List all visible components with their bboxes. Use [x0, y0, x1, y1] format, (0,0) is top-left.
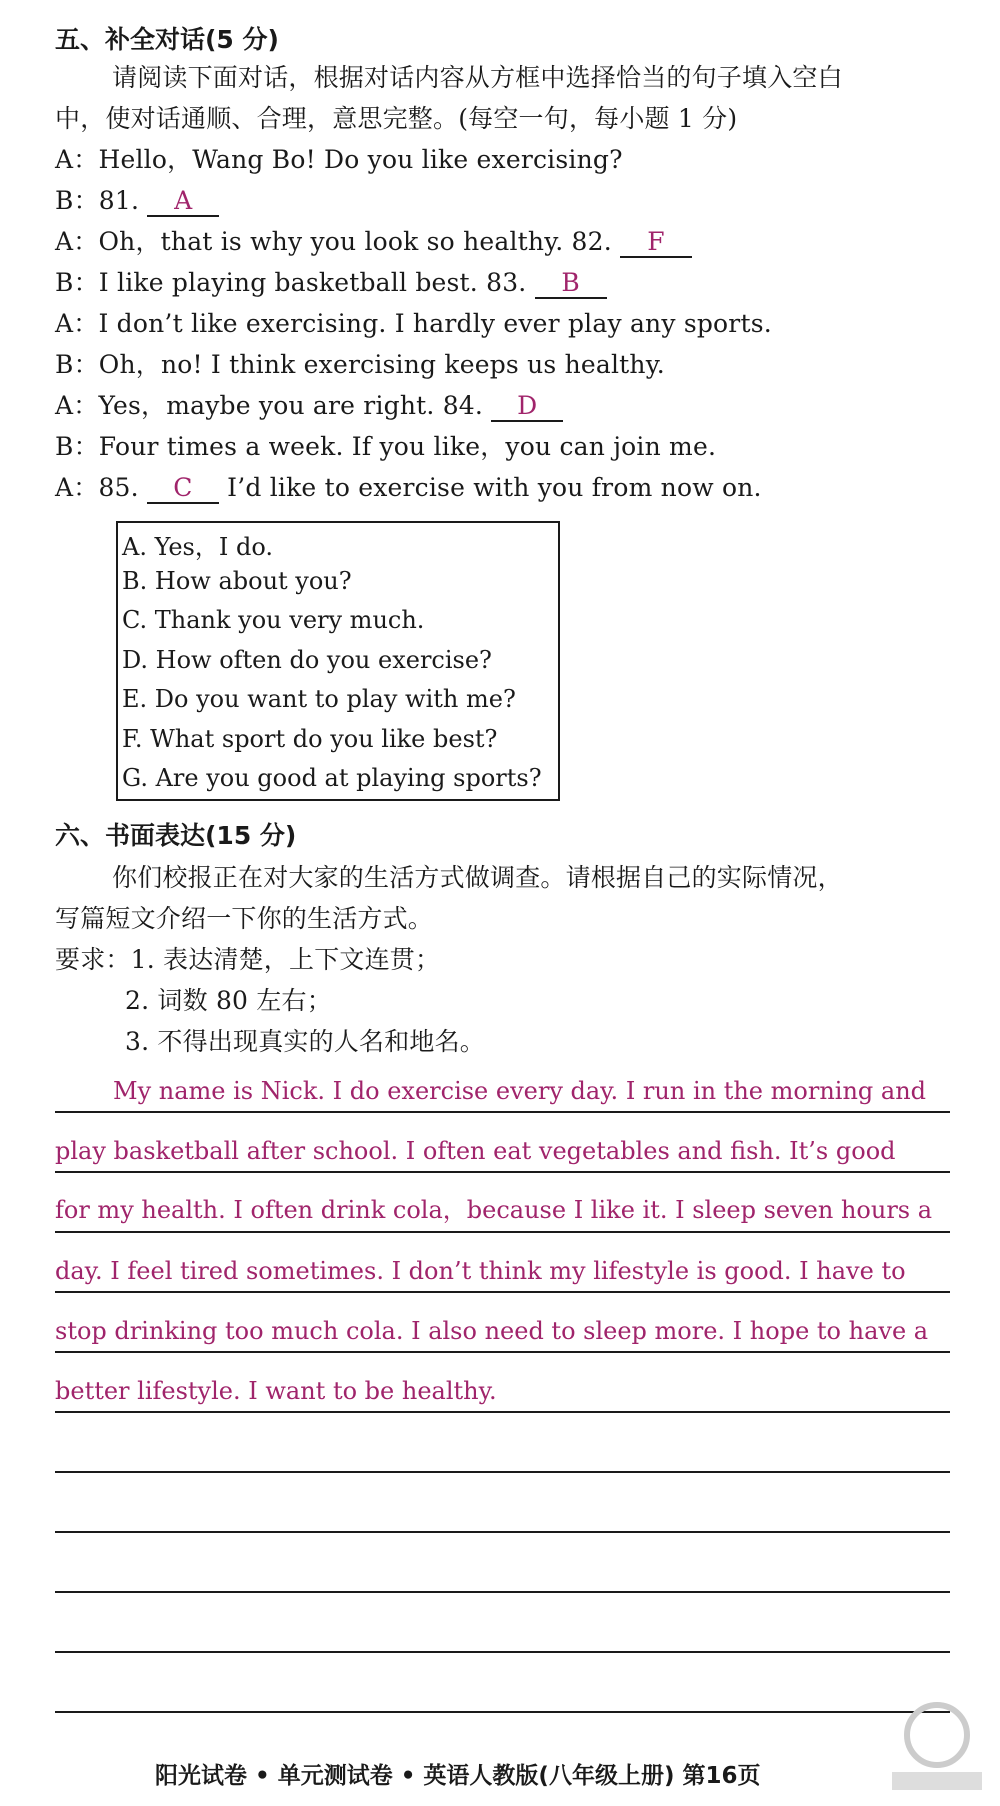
essay-line[interactable]: [55, 1233, 950, 1293]
section6-prompt-line1: 你们校报正在对大家的生活方式做调查。请根据自己的实际情况，: [112, 863, 843, 892]
essay-line[interactable]: [55, 1413, 950, 1473]
watermark-logo: [882, 1690, 992, 1800]
essay-line[interactable]: [55, 1113, 950, 1173]
dialogue-line: [55, 181, 219, 217]
answer-blank[interactable]: C: [147, 474, 219, 504]
essay-text: for my health. I often drink cola，because I like it. I sleep seven hours a: [55, 1196, 933, 1224]
answer-blank[interactable]: F: [620, 228, 692, 258]
essay-line[interactable]: [55, 1173, 950, 1233]
essay-line[interactable]: [55, 1353, 950, 1413]
dialogue-text: A：Oh，that is why you look so healthy. 82.: [55, 227, 621, 256]
essay-line[interactable]: [55, 1473, 950, 1533]
dialogue-text: A：85.: [55, 473, 147, 502]
essay-text: My name is Nick. I do exercise every day. I run in the morning and: [113, 1077, 927, 1105]
option-item: D. How often do you exercise?: [122, 645, 492, 674]
dialogue-line: [55, 345, 665, 381]
section5-instruction-line2: 中，使对话通顺、合理，意思完整。(每空一句，每小题 1 分): [55, 104, 738, 133]
dialogue-text-after: I’d like to exercise with you from now on.: [218, 473, 762, 502]
section6-title: 六、书面表达(15 分): [55, 821, 297, 850]
dialogue-line: [55, 468, 762, 504]
section5-instruction-line1: 请阅读下面对话，根据对话内容从方框中选择恰当的句子填入空白: [112, 63, 843, 92]
dialogue-line: [55, 140, 623, 176]
essay-line[interactable]: [55, 1653, 950, 1713]
option-item: B. How about you?: [122, 566, 352, 595]
dialogue-text: B：81.: [55, 186, 148, 215]
option-item: A. Yes，I do.: [122, 533, 273, 561]
requirement-3: 3. 不得出现真实的人名和地名。: [125, 1027, 486, 1056]
options-box: [116, 521, 560, 801]
dialogue-line: [55, 427, 716, 463]
page-footer: 阳光试卷 • 单元测试卷 • 英语人教版(八年级上册) 第16页: [155, 1763, 761, 1789]
dialogue-line: [55, 386, 563, 422]
requirement-2: 2. 词数 80 左右；: [125, 986, 332, 1015]
dialogue-text: B：I like playing basketball best. 83.: [55, 268, 535, 297]
essay-text: better lifestyle. I want to be healthy.: [55, 1377, 497, 1405]
answer-blank[interactable]: B: [535, 269, 607, 299]
answer-blank[interactable]: D: [491, 392, 563, 422]
dialogue-line: [55, 222, 692, 258]
dialogue-text: A：I don’t like exercising. I hardly ever play any sports.: [55, 309, 772, 338]
essay-text: day. I feel tired sometimes. I don’t think my lifestyle is good. I have to: [55, 1257, 906, 1285]
dialogue-text: A：Hello，Wang Bo! Do you like exercising?: [55, 145, 623, 174]
dialogue-text: A：Yes，maybe you are right. 84.: [55, 391, 492, 420]
section6-prompt-line2: 写篇短文介绍一下你的生活方式。: [55, 904, 434, 933]
option-item: F. What sport do you like best?: [122, 724, 498, 753]
essay-line[interactable]: [55, 1293, 950, 1353]
option-item: G. Are you good at playing sports?: [122, 764, 542, 792]
dialogue-line: [55, 304, 772, 340]
essay-text: stop drinking too much cola. I also need to sleep more. I hope to have a: [55, 1317, 929, 1345]
essay-text: play basketball after school. I often eat vegetables and fish. It’s good: [55, 1137, 896, 1165]
section5-title: 五、补全对话(5 分): [55, 25, 279, 54]
essay-line[interactable]: [55, 1533, 950, 1593]
option-item: C. Thank you very much.: [122, 606, 425, 634]
option-item: E. Do you want to play with me?: [122, 685, 516, 713]
dialogue-text: B：Oh，no! I think exercising keeps us healthy.: [55, 350, 665, 379]
requirement-1: 要求：1. 表达清楚，上下文连贯；: [55, 945, 441, 974]
answer-blank[interactable]: A: [147, 187, 219, 217]
dialogue-text: B：Four times a week. If you like，you can join me.: [55, 432, 717, 461]
essay-line[interactable]: [55, 1053, 950, 1113]
essay-line[interactable]: [55, 1593, 950, 1653]
dialogue-line: [55, 263, 607, 299]
